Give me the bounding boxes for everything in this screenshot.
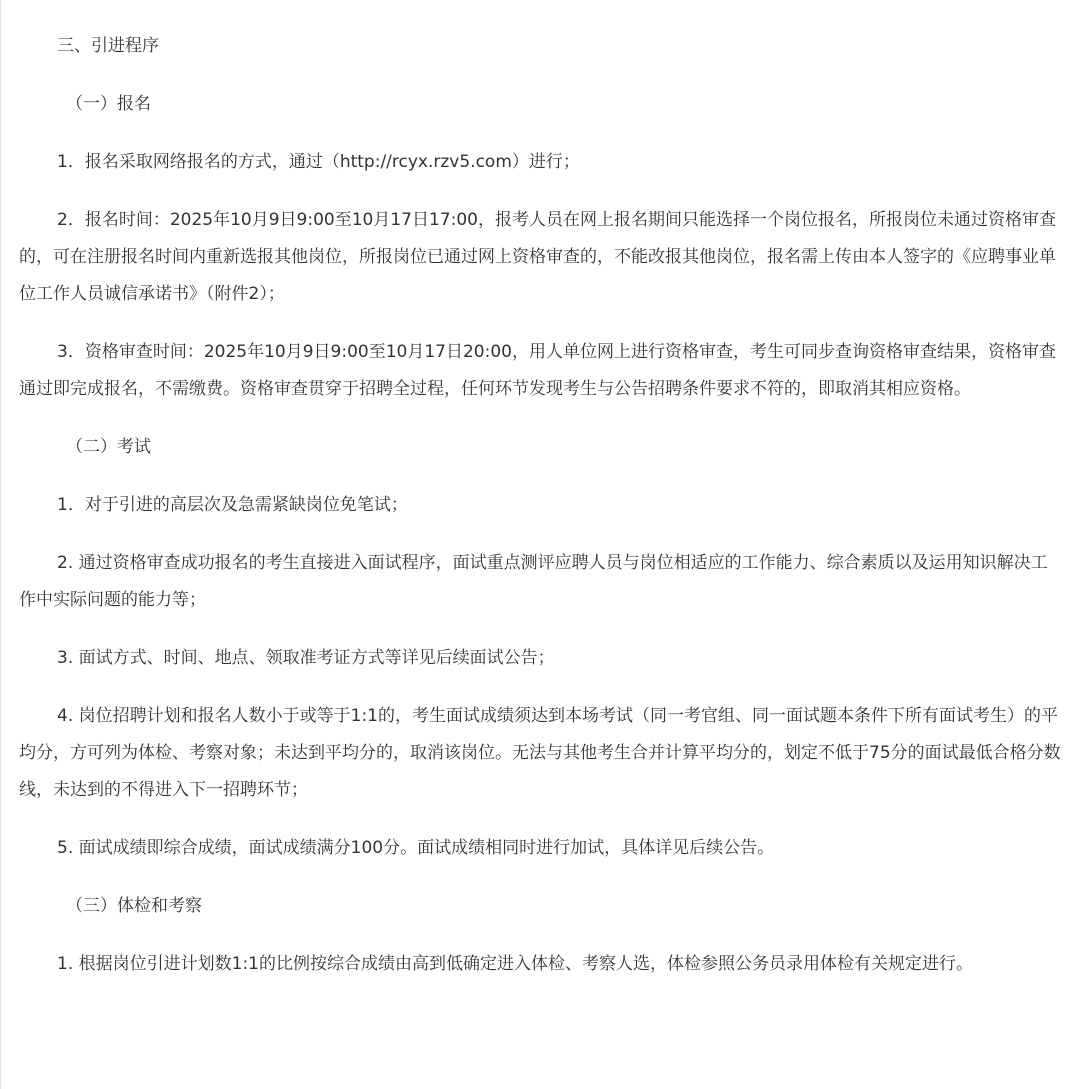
subheading-medical-check: （三）体检和考察 <box>66 896 202 916</box>
exam-item-3: 3. 面试方式、时间、地点、领取准考证方式等详见后续面试公告； <box>57 648 555 668</box>
registration-item-2: 2．报名时间：2025年10月9日9:00至10月17日17:00，报考人员在网上报名期间只能选择一个岗位报名，所报岗位未通过资格审查的，可在注册报名时间内重新选报其他岗位，所报岗位已通过网上资格审查的，不能改报其他岗位，报名需上传由本人签字的《应聘事业单位工作人员诚信承诺书》（附件2）； <box>19 210 1056 304</box>
registration-item-1: 1．报名采取网络报名的方式，通过（http://rcyx.rzv5.com）进行； <box>57 152 580 172</box>
exam-item-1: 1．对于引进的高层次及急需紧缺岗位免笔试； <box>57 495 408 515</box>
exam-item-4: 4. 岗位招聘计划和报名人数小于或等于1:1的，考生面试成绩须达到本场考试（同一考官组、同一面试题本条件下所有面试考生）的平均分，方可列为体检、考察对象；未达到平均分的，取消该岗位。无法与其他考生合并计算平均分的，划定不低于75分的面试最低合格分数线，未达到的不得进入下一招聘环节； <box>19 706 1061 800</box>
medical-check-item-1: 1. 根据岗位引进计划数1:1的比例按综合成绩由高到低确定进入体检、考察人选，体检参照公务员录用体检有关规定进行。 <box>57 954 973 974</box>
subheading-exam: （二）考试 <box>66 437 151 457</box>
subheading-registration: （一）报名 <box>66 94 151 114</box>
page-left-border <box>0 0 1 1089</box>
section-heading-procedure: 三、引进程序 <box>57 36 159 56</box>
exam-item-5: 5. 面试成绩即综合成绩，面试成绩满分100分。面试成绩相同时进行加试，具体详见后续公告。 <box>57 838 775 858</box>
article-body <box>19 28 1063 983</box>
exam-item-2: 2. 通过资格审查成功报名的考生直接进入面试程序，面试重点测评应聘人员与岗位相适应的工作能力、综合素质以及运用知识解决工作中实际问题的能力等； <box>19 553 1048 610</box>
registration-item-3: 3．资格审查时间：2025年10月9日9:00至10月17日20:00，用人单位网上进行资格审查，考生可同步查询资格审查结果，资格审查通过即完成报名，不需缴费。资格审查贯穿于招聘全过程，任何环节发现考生与公告招聘条件要求不符的，即取消其相应资格。 <box>19 342 1056 399</box>
